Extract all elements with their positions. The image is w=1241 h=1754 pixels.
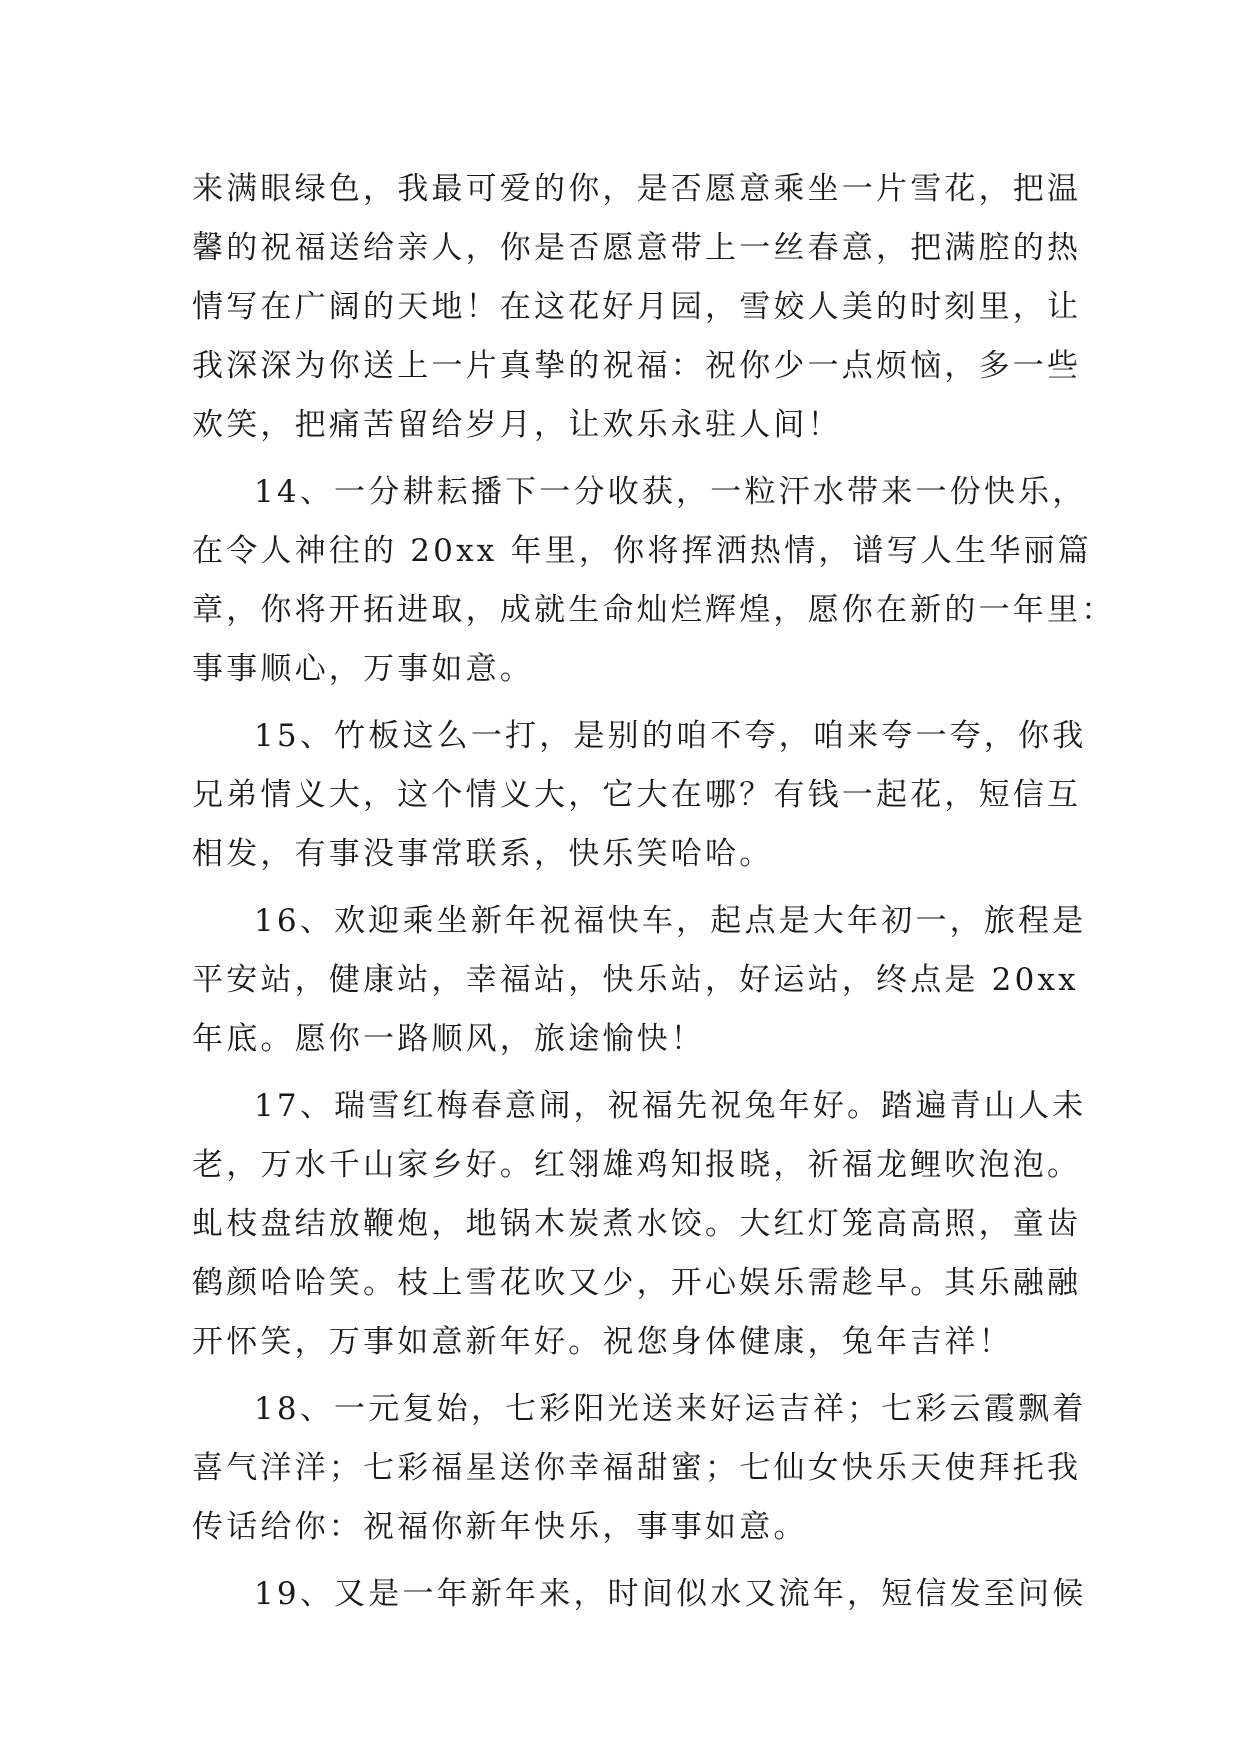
text-line: 相发，有事没事常联系，快乐笑哈哈。 [192, 836, 774, 872]
text-line: 老，万水千山家乡好。红翎雄鸡知报晓，祈福龙鲤吹泡泡。 [192, 1147, 1082, 1183]
text-line: 兄弟情义大，这个情义大，它大在哪？有钱一起花，短信互 [192, 777, 1082, 813]
text-line: 17、瑞雪红梅春意闹，祝福先祝兔年好。踏遍青山人未 [254, 1088, 1087, 1124]
document-body [192, 160, 1116, 1624]
text-line: 16、欢迎乘坐新年祝福快车，起点是大年初一，旅程是 [254, 903, 1087, 939]
text-line: 19、又是一年新年来，时间似水又流年，短信发至问候 [254, 1576, 1087, 1612]
text-line: 传话给你：祝福你新年快乐，事事如意。 [192, 1509, 808, 1545]
text-line: 事事顺心，万事如意。 [192, 651, 534, 687]
text-line: 欢笑，把痛苦留给岁月，让欢乐永驻人间！ [192, 407, 842, 443]
text-line: 14、一分耕耘播下一分收获，一粒汗水带来一份快乐， [254, 474, 1087, 510]
text-line: 鹤颜哈哈笑。枝上雪花吹又少，开心娱乐需趁早。其乐融融 [192, 1265, 1082, 1301]
text-line: 开怀笑，万事如意新年好。祝您身体健康，兔年吉祥！ [192, 1324, 1013, 1360]
paragraph-18 [192, 1380, 1087, 1557]
paragraph-17 [192, 1077, 1087, 1372]
paragraph-19 [192, 1565, 1087, 1624]
text-line: 章，你将开拓进取，成就生命灿烂辉煌，愿你在新的一年里： [192, 592, 1116, 628]
paragraph-16 [192, 892, 1087, 1069]
paragraph-13-continued [192, 160, 1082, 455]
paragraph-15 [192, 707, 1087, 884]
text-line: 馨的祝福送给亲人，你是否愿意带上一丝春意，把满腔的热 [192, 230, 1082, 266]
text-line: 年底。愿你一路顺风，旅途愉快！ [192, 1021, 705, 1057]
text-line: 我深深为你送上一片真挚的祝福：祝你少一点烦恼，多一些 [192, 348, 1082, 384]
text-line: 在令人神往的 20xx 年里，你将挥洒热情，谱写人生华丽篇 [192, 533, 1092, 569]
text-line: 18、一元复始，七彩阳光送来好运吉祥；七彩云霞飘着 [254, 1391, 1087, 1427]
text-line: 情写在广阔的天地！在这花好月园，雪姣人美的时刻里，让 [192, 289, 1082, 325]
text-line: 来满眼绿色，我最可爱的你，是否愿意乘坐一片雪花，把温 [192, 171, 1082, 207]
text-line: 喜气洋洋；七彩福星送你幸福甜蜜；七仙女快乐天使拜托我 [192, 1450, 1082, 1486]
text-line: 15、竹板这么一打，是别的咱不夸，咱来夸一夸，你我 [254, 718, 1087, 754]
text-line: 平安站，健康站，幸福站，快乐站，好运站，终点是 20xx [192, 962, 1079, 998]
text-line: 虬枝盘结放鞭炮，地锅木炭煮水饺。大红灯笼高高照，童齿 [192, 1206, 1082, 1242]
paragraph-14 [192, 463, 1116, 699]
